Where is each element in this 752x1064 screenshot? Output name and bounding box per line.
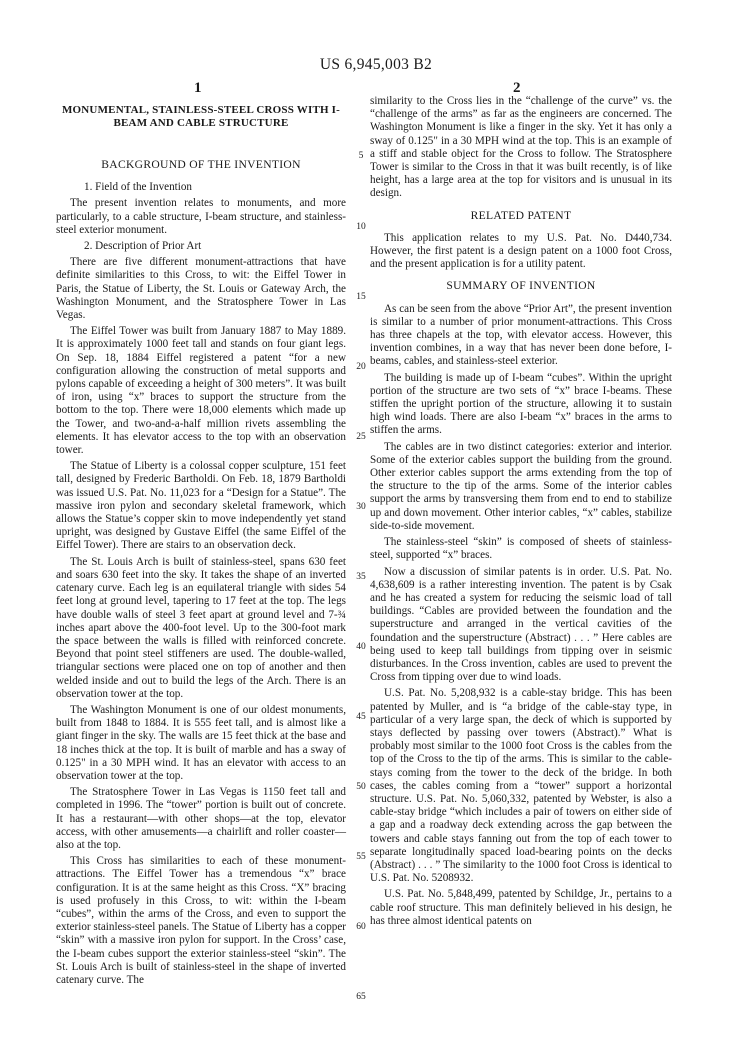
line-number: 15 bbox=[356, 292, 366, 302]
related-patent-heading: RELATED PATENT bbox=[470, 208, 572, 222]
paragraph-summary-5: Now a discussion of similar patents is in order. U.S. Pat. No. 4,638,609 is a rather interesting invention. The patent is by Csak and he has created a system for reducing the seismic load of tall buildings. “Cables are provided between the foundation and the superstructure and arranged in the vertical cavities of the foundation and the superstructure (Abstract) . . . ” Here cables are being used to keep tall buildings from tipping over in seismic disturbances. In the Cross invention, cables are used to prevent the Cross from tipping over due to wind loads. bbox=[370, 565, 672, 684]
paragraph-field: The present invention relates to monuments, and more particularly, to a cable structure, I-beam structure, and stainless-steel exterior monument. bbox=[56, 197, 346, 236]
line-number: 20 bbox=[356, 362, 366, 372]
paragraph-arch: The St. Louis Arch is built of stainless-steel, spans 630 feet and soars 630 feet into the sky. It takes the shape of an inverted catenary curve. Each leg is an equilateral triangle with sides 54 feet long at ground level, tapering to 17 feet at the top. The legs have double walls of steel 3 feet apart at ground level and 7-¾ inches apart above the 400-foot level. Up to the 300-foot mark the space between the walls is filled with reinforced concrete. Beyond that point steel stiffeners are used. The double-walled, triangular sections were placed one on top of another and then welded inside and out to build the legs of the Arch. There is an observation tower at the top. bbox=[56, 555, 346, 700]
field-heading: 1. Field of the Invention bbox=[84, 181, 192, 194]
line-number: 65 bbox=[356, 992, 366, 1002]
paragraph-prior-art: There are five different monument-attractions that have definite similarities to this Cross, to wit: the Eiffel Tower in Paris, the Statue of Liberty, the St. Louis or Gateway Arch, the Washington Monument, and the Stratosphere Tower in Las Vegas. bbox=[56, 256, 346, 322]
paragraph-related: This application relates to my U.S. Pat. No. D440,734. However, the first patent is a design patent on a 1000 foot Cross, and the present application is for a utility patent. bbox=[370, 231, 672, 271]
paragraph-summary-3: The cables are in two distinct categories: exterior and interior. Some of the exterior cables support the building from the ground. Other exterior cables support the arms extending from the top of the structure to the tip of the arms. Some of the interior cables support the arms by transversing them from end to end to stabilize up and down movement. Other interior cables, “x” cables, stabilize side-to-side movement. bbox=[370, 440, 672, 532]
paragraph-summary-7: U.S. Pat. No. 5,848,499, patented by Schildge, Jr., pertains to a cable roof structure. This man definitely believed in his design, he has three almost identical patents on bbox=[370, 888, 672, 927]
paragraph-stratosphere: The Stratosphere Tower in Las Vegas is 1150 feet tall and completed in 1996. The “tower” portion is built out of concrete. It has a restaurant—with other shops—at the top, elevator access, with other amusements—a chairlift and roller coaster—also at the top. bbox=[56, 786, 346, 851]
paragraph-summary-1: As can be seen from the above “Prior Art”, the present invention is similar to a number of prior monument-attractions. This Cross has three chapels at the top, with elevator access. However, this invention combines, in a way that has never been done before, I-beams, cables, and stainless-steel exterior. bbox=[370, 302, 672, 368]
paragraph-washington: The Washington Monument is one of our oldest monuments, built from 1848 to 1884. It is 555 feet tall, and is almost like a giant finger in the sky. The walls are 15 feet thick at the base and 18 inches thick at the top. It is built of marble and has a sway of 0.125" in a 30 MPH wind. It has an elevator with access to an observation tower at the top. bbox=[56, 703, 346, 782]
right-column bbox=[370, 95, 672, 931]
patent-number: US 6,945,003 B2 bbox=[319, 56, 433, 73]
paragraph-continued: similarity to the Cross lies in the “challenge of the curve” vs. the “challenge of the arms” as far as the engineers are concerned. The Washington Monument is like a finger in the sky. Yet it has only a sway of 0.125" in a 30 MPH wind at the top. This is an example of a stiff and stable object for the Cross to follow. The Stratosphere Tower is similar to the Cross in that it was built recently, is of like height, has a large area at the top for visitors and is unusual in its design. bbox=[370, 95, 672, 200]
line-number: 40 bbox=[356, 642, 366, 652]
paragraph-eiffel: The Eiffel Tower was built from January 1887 to May 1889. It is approximately 1000 feet tall and stands on four giant legs. On Sep. 18, 1884 Eiffel registered a patent “for a new configuration allowing the construction of metal supports and pylons capable of exceeding a height of 300 meters”. It was built of iron, using “x” braces to support the structure from the bottom to the top. There were 18,000 elements which made up the Tower, and two-and-a-half million rivets assembling the elements. It has elevator access to the top with an observation tower. bbox=[56, 325, 346, 457]
paragraph-summary-2: The building is made up of I-beam “cubes”. Within the upright portion of the structure are two sets of “x” brace I-beams. These stiffen the upright portion of the structure, allowing it to sustain high wind loads. There are also I-beam “x” braces in the arms to stiffen the arms. bbox=[370, 371, 672, 437]
left-column bbox=[56, 98, 346, 990]
line-number: 35 bbox=[356, 572, 366, 582]
column-number-left: 1 bbox=[194, 80, 202, 96]
line-number: 50 bbox=[356, 782, 366, 792]
paragraph-summary-6: U.S. Pat. No. 5,208,932 is a cable-stay bridge. This has been patented by Muller, and is “a bridge of the cable-stay type, in particular of a very large span, the deck of which is supported by stays deflected by passing over towers (Abstract).” What is probably most similar to the 1000 foot Cross is the cables from the top of the Cross to the tip of the arms. This is similar to the cable-stays coming from the tower to the deck of the bridge. In both cases, the cables coming from a “tower” support a horizontal structure. U.S. Pat. No. 5,060,332, patented by Webster, is also a cable-stay bridge “which includes a pair of towers on either side of a gap and a roadway deck extending across the gap between the towers and cable stays fanning out from the top of each tower to separate longitudinally spaced load-bearing points on the decks (Abstract) . . . ” The similarity to the 1000 foot Cross is identical to U.S. Pat. No. 5208932. bbox=[370, 687, 672, 885]
paragraph-cross-similarities: This Cross has similarities to each of these monument-attractions. The Eiffel Tower has a tremendous “x” brace configuration. It is at the same height as this Cross. “X” bracing is used profusely in this Cross, to wit: within the I-beam “cubes”, within the arms of the Cross, and even to support the exterior stainless-steel panels. The Statue of Liberty has a copper “skin” with a massive iron pylon for support. In the Cross’ case, the I-beam cubes support the exterior stainless-steel “skin”. The St. Louis Arch is built of stainless-steel in the shape of inverted catenary curve. The bbox=[56, 855, 346, 986]
prior-art-heading: 2. Description of Prior Art bbox=[84, 240, 202, 253]
patent-title: MONUMENTAL, STAINLESS-STEEL CROSS WITH I-BEAM AND CABLE STRUCTURE bbox=[61, 104, 341, 129]
paragraph-summary-4: The stainless-steel “skin” is composed of sheets of stainless-steel, supported “x” braces. bbox=[370, 536, 672, 562]
background-heading: BACKGROUND OF THE INVENTION bbox=[101, 158, 301, 171]
line-number: 5 bbox=[358, 151, 364, 161]
summary-heading: SUMMARY OF INVENTION bbox=[446, 279, 596, 293]
line-number: 55 bbox=[356, 852, 366, 862]
line-number: 25 bbox=[356, 432, 366, 442]
column-number-right: 2 bbox=[513, 80, 521, 96]
line-number: 30 bbox=[356, 502, 366, 512]
line-number: 10 bbox=[356, 222, 366, 232]
line-number: 60 bbox=[356, 922, 366, 932]
paragraph-liberty: The Statue of Liberty is a colossal copper sculpture, 151 feet tall, designed by Frederic Bartholdi. On Feb. 18, 1879 Bartholdi was issued U.S. Pat. No. 11,023 for a “Design for a Statue”. The massive iron pylon and secondary skeletal framework, which allows the Statue’s copper skin to move independently yet stand upright, was designed by Gustave Eiffel (the same Eiffel of the Eiffel Tower). There are stairs to an observation deck. bbox=[56, 460, 346, 552]
line-number: 45 bbox=[356, 712, 366, 722]
